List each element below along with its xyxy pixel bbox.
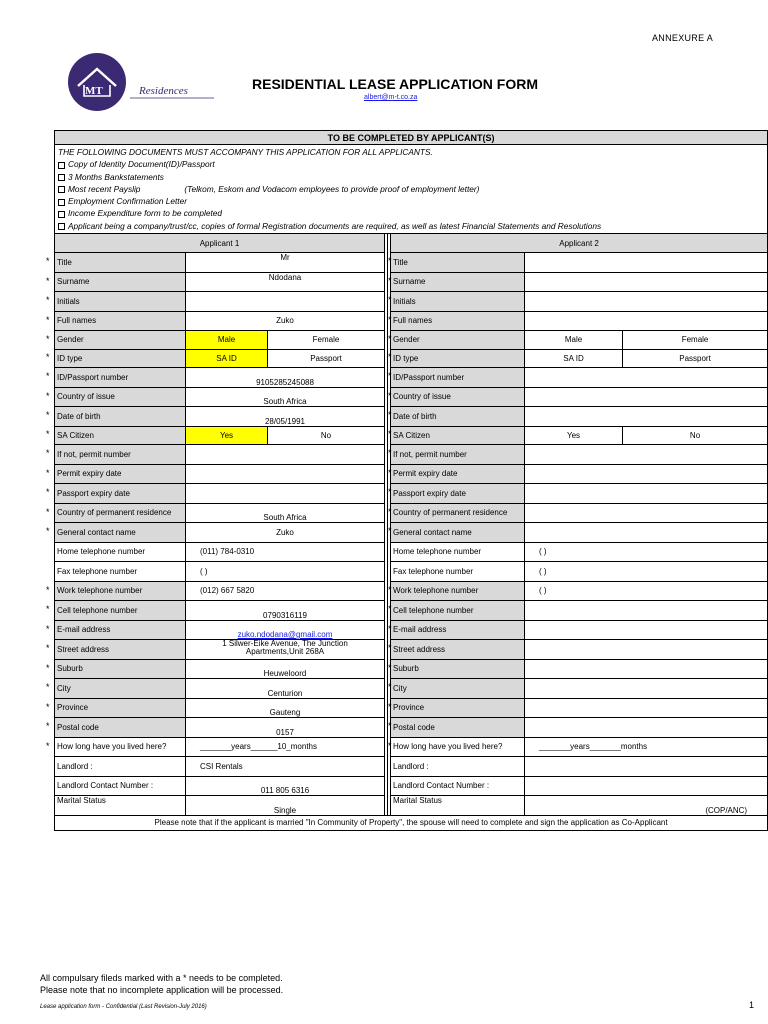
a1-province[interactable]: Gauteng [186,698,385,718]
a2-province[interactable] [525,698,768,718]
footer-line1: All compulsary fileds marked with a * needs to be completed. [40,973,283,983]
a1-landlord[interactable]: CSI Rentals [186,757,385,777]
checkbox-icon [58,199,65,206]
a2-marital[interactable]: (COP/ANC) [525,796,768,816]
required-asterisk: * [388,333,392,344]
doc-item-company: Applicant being a company/trust/cc, copies of formal Registration documents are required, as well as latest Financial Statements and Resolutions [58,220,764,232]
required-asterisk: * [46,410,50,421]
a2-full-names[interactable] [525,311,768,331]
required-asterisk: * [388,275,392,286]
doc-item-payslip: Most recent Payslip (Telkom, Eskom and Vodacom employees to provide proof of employment letter) [58,183,764,195]
company-logo [64,52,224,112]
required-asterisk: * [388,448,392,459]
a1-street[interactable]: 1 Silwer-Eike Avenue, The Junction Apartments,Unit 268A [186,640,385,660]
a2-title[interactable] [525,253,768,273]
required-asterisk: * [388,643,392,654]
required-asterisk: * [388,623,392,634]
a2-postal[interactable] [525,718,768,738]
a1-country-issue[interactable]: South Africa [186,387,385,407]
required-asterisk: * [46,275,50,286]
required-asterisk: * [388,487,392,498]
required-asterisk: * [46,429,50,440]
required-asterisk: * [46,333,50,344]
a1-work-tel[interactable]: (012) 667 5820 [186,581,385,601]
a1-gender-female[interactable]: Female [268,331,385,350]
footer-notes [40,972,283,996]
required-asterisk: * [388,721,392,732]
a2-country-residence[interactable] [525,503,768,523]
required-asterisk: * [388,604,392,615]
a1-surname[interactable]: Ndodana [186,272,385,292]
a2-country-issue[interactable] [525,387,768,407]
a2-general-contact[interactable] [525,523,768,543]
a1-full-names[interactable]: Zuko [186,311,385,331]
required-asterisk: * [388,467,392,478]
documents-heading: THE FOLLOWING DOCUMENTS MUST ACCOMPANY THIS APPLICATION FOR ALL APPLICANTS. [58,147,433,157]
a1-id-number[interactable]: 9105285245088 [186,368,385,388]
doc-item-employment: Employment Confirmation Letter [58,195,764,207]
page-number: 1 [749,1000,755,1010]
logo-script-text: Residences [139,85,188,97]
required-asterisk: * [46,643,50,654]
required-asterisk: * [388,314,392,325]
married-note: Please note that if the applicant is married "In Community of Property", the spouse will need to complete and sign the application as Co-Applicant [55,815,768,830]
svg-text:MT: MT [85,85,103,97]
a2-street[interactable] [525,640,768,660]
a1-fax-tel[interactable]: ( ) [186,562,385,582]
checkbox-icon [58,211,65,218]
a1-city[interactable]: Centurion [186,679,385,699]
a1-gender-male[interactable]: Male [186,331,268,350]
required-asterisk: * [388,526,392,537]
a2-citizen-no[interactable]: No [623,426,768,445]
checkbox-icon [58,223,65,230]
a2-gender-male[interactable]: Male [525,331,623,350]
a1-marital[interactable]: Single [186,796,385,816]
doc-item-income: Income Expenditure form to be completed [58,207,764,219]
required-asterisk: * [388,371,392,382]
a1-title[interactable]: Mr [186,253,385,273]
footer-line2: Please note that no incomplete application will be processed. [40,985,284,995]
required-asterisk: * [388,662,392,673]
form-title: RESIDENTIAL LEASE APPLICATION FORM [252,76,538,92]
required-asterisk: * [46,623,50,634]
a1-postal[interactable]: 0157 [186,718,385,738]
required-asterisk: * [46,448,50,459]
a2-idtype-said[interactable]: SA ID [525,349,623,368]
required-asterisk: * [46,506,50,517]
a2-gender-female[interactable]: Female [623,331,768,350]
a2-passport-expiry[interactable] [525,484,768,504]
required-asterisk: * [46,701,50,712]
a2-work-tel[interactable]: ( ) [525,581,768,601]
applicant1-header: Applicant 1 [55,234,385,253]
required-asterisk: * [388,390,392,401]
required-asterisk: * [388,682,392,693]
a1-permit-number[interactable] [186,445,385,465]
email-link[interactable]: albert@m-t.co.za [364,94,418,101]
a1-cell-tel[interactable]: 0790316119 [186,601,385,621]
a2-suburb[interactable] [525,659,768,679]
required-asterisk: * [388,256,392,267]
required-asterisk: * [388,584,392,595]
a2-email[interactable] [525,620,768,640]
checkbox-icon [58,174,65,181]
required-asterisk: * [388,352,392,363]
a1-citizen-yes[interactable]: Yes [186,426,268,445]
required-asterisk: * [46,487,50,498]
a1-initials[interactable] [186,292,385,312]
a2-id-number[interactable] [525,368,768,388]
a2-dob[interactable] [525,407,768,427]
a2-surname[interactable] [525,272,768,292]
footer-revision: Lease application form - Confidential (Last Revision-July 2016) [40,1004,207,1010]
required-asterisk: * [388,740,392,751]
a1-dob[interactable]: 28/05/1991 [186,407,385,427]
required-asterisk: * [46,314,50,325]
required-asterisk: * [46,467,50,478]
checkbox-icon [58,186,65,193]
application-table: TO BE COMPLETED BY APPLICANT(S) THE FOLLOWING DOCUMENTS MUST ACCOMPANY THIS APPLICATION FOR ALL APPLICANTS. Copy of Identity Document(ID)/Passport 3 Months Bankstatements Most recent Payslip (Telkom, Eskom and Vodacom employees to provide proof of employment letter) Employment Confirmation Letter Income Expenditure form to be completed Applicant being a company/trust/cc, copies of formal Registration documents are required, as well as latest Financial Statements and Resolutions Applicant 1 Applicant 2 Title Mr Title Surname Ndodana Surname Initials Initials Full names Zuko Full names Gender Male Female Gender Male Female ID type SA ID Passport ID type SA ID Passport ID/Passport number 9105285245088 ID/Passport number Country of issue South Africa Country of issue Date of birth 28/05/1991 Date of birth SA Citizen Yes No SA Citizen Yes No If not, permit number If not, permit number Permit expiry date Permit expiry date Passport expiry date Passport expiry date Country of permanent residence South Africa Country of permanent residence General contact name Zuko General contact name Home telephone number (011) 784-0310 Home telephone number ( ) Fax telephone number ( ) Fax telephone number ( ) Work telephone number (012) 667 5820 Work telephone number ( ) Cell telephone number 0790316119 Cell telephone number E-mail address zuko.ndodana@gmail.com E-mail address Street address 1 Silwer-Eike Avenue, The Junction Apartments,Unit 268A Street address Suburb Heuweloord Suburb City Centurion City Province Gauteng Province Postal code 0157 Postal code How long have you lived here? _______years______10_months How long have you lived here? _______years_______months Landlord : CSI Rentals Landlord : Landlord Contact Number : 011 805 6316 Landlord Contact Number : Marital Status Single Marital Status (COP/ANC) Please note that if the applicant is married "In Community of Property", the spouse will need to complete and sign the application as Co-Applicant [54,130,768,831]
a1-idtype-passport[interactable]: Passport [268,349,385,368]
a2-fax-tel[interactable]: ( ) [525,562,768,582]
a1-landlord-contact[interactable]: 011 805 6316 [186,776,385,796]
required-asterisk: * [46,682,50,693]
a2-cell-tel[interactable] [525,601,768,621]
required-asterisk: * [46,256,50,267]
required-asterisk: * [46,740,50,751]
checkbox-icon [58,162,65,169]
a2-landlord[interactable] [525,757,768,777]
required-asterisk: * [46,584,50,595]
a1-general-contact[interactable]: Zuko [186,523,385,543]
a2-idtype-passport[interactable]: Passport [623,349,768,368]
required-asterisk: * [46,352,50,363]
a2-initials[interactable] [525,292,768,312]
required-asterisk: * [46,662,50,673]
a2-citizen-yes[interactable]: Yes [525,426,623,445]
a2-permit-number[interactable] [525,445,768,465]
section-header: TO BE COMPLETED BY APPLICANT(S) [55,131,768,145]
a2-how-long[interactable]: _______years_______months [525,737,768,757]
a2-landlord-contact[interactable] [525,776,768,796]
required-asterisk: * [46,390,50,401]
a2-city[interactable] [525,679,768,699]
required-asterisk: * [388,429,392,440]
required-asterisk: * [388,410,392,421]
required-asterisk: * [46,526,50,537]
required-asterisk: * [46,721,50,732]
required-asterisk: * [46,604,50,615]
a1-passport-expiry[interactable] [186,484,385,504]
required-asterisk: * [388,506,392,517]
a1-permit-expiry[interactable] [186,464,385,484]
required-asterisk: * [388,701,392,712]
a1-idtype-said[interactable]: SA ID [186,349,268,368]
documents-box [55,145,768,234]
a1-citizen-no[interactable]: No [268,426,385,445]
a2-permit-expiry[interactable] [525,464,768,484]
applicant2-header: Applicant 2 [391,234,768,253]
a2-home-tel[interactable]: ( ) [525,542,768,562]
required-asterisk: * [388,295,392,306]
annexure-label: ANNEXURE A [652,33,714,43]
a1-suburb[interactable]: Heuweloord [186,659,385,679]
a1-country-residence[interactable]: South Africa [186,503,385,523]
a1-email[interactable]: zuko.ndodana@gmail.com [186,620,385,640]
a1-home-tel[interactable]: (011) 784-0310 [186,542,385,562]
doc-item-id: Copy of Identity Document(ID)/Passport [58,158,764,170]
required-asterisk: * [46,371,50,382]
doc-item-bank: 3 Months Bankstatements [58,171,764,183]
a1-how-long[interactable]: _______years______10_months [186,737,385,757]
required-asterisk: * [46,295,50,306]
